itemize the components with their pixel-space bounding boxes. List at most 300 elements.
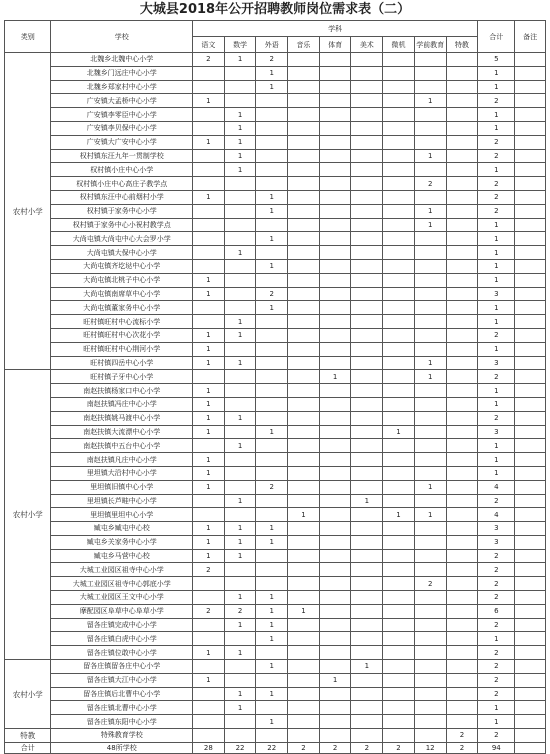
- value-cell: [288, 163, 320, 177]
- value-cell: [446, 356, 478, 370]
- header-subject: 特教: [446, 37, 478, 53]
- total-cell: 2: [478, 135, 515, 149]
- value-cell: 1: [414, 218, 446, 232]
- value-cell: [224, 715, 256, 729]
- value-cell: 1: [193, 549, 225, 563]
- total-cell: 2: [478, 204, 515, 218]
- value-cell: [446, 660, 478, 674]
- table-row: [5, 301, 546, 315]
- total-row: [5, 742, 546, 753]
- value-cell: [319, 535, 351, 549]
- value-cell: [351, 563, 383, 577]
- value-cell: [288, 135, 320, 149]
- value-cell: [414, 259, 446, 273]
- value-cell: [224, 480, 256, 494]
- category-cell: 农村小学: [5, 660, 51, 729]
- remark-cell: [515, 315, 546, 329]
- value-cell: [288, 646, 320, 660]
- value-cell: 1: [193, 190, 225, 204]
- value-cell: [383, 660, 415, 674]
- value-cell: [383, 673, 415, 687]
- school-cell: 南赵扶镇大流漂中心小学: [51, 425, 193, 439]
- value-cell: [351, 411, 383, 425]
- value-cell: [193, 618, 225, 632]
- value-cell: [414, 397, 446, 411]
- value-cell: [351, 549, 383, 563]
- header-category: 类别: [5, 21, 51, 53]
- value-cell: 1: [256, 232, 288, 246]
- value-cell: [351, 466, 383, 480]
- value-cell: 1: [224, 121, 256, 135]
- value-cell: [446, 218, 478, 232]
- remark-cell: [515, 121, 546, 135]
- value-cell: [351, 439, 383, 453]
- value-cell: [446, 135, 478, 149]
- value-cell: [319, 53, 351, 67]
- value-cell: 1: [224, 494, 256, 508]
- value-cell: [319, 411, 351, 425]
- value-cell: [383, 135, 415, 149]
- header-subject-group: 学科: [193, 21, 478, 37]
- value-cell: [288, 397, 320, 411]
- value-cell: [446, 701, 478, 715]
- school-cell: 南赵扶镇杨家口中心小学: [51, 384, 193, 398]
- value-cell: [351, 287, 383, 301]
- value-cell: [224, 577, 256, 591]
- value-cell: 1: [193, 273, 225, 287]
- value-cell: [319, 439, 351, 453]
- school-cell: 大城工业园区祖寺中心郭底小学: [51, 577, 193, 591]
- school-cell: 广安镇李贝保中心小学: [51, 121, 193, 135]
- remark-cell: [515, 287, 546, 301]
- value-cell: [351, 259, 383, 273]
- value-cell: [414, 384, 446, 398]
- remark-cell: [515, 163, 546, 177]
- school-cell: 留各庄镇北曹中心小学: [51, 701, 193, 715]
- value-cell: [351, 232, 383, 246]
- total-cell: 2: [478, 660, 515, 674]
- remark-cell: [515, 397, 546, 411]
- value-cell: [319, 149, 351, 163]
- value-cell: [193, 218, 225, 232]
- value-cell: [256, 135, 288, 149]
- value-cell: [319, 356, 351, 370]
- table-row: [5, 80, 546, 94]
- table-row: [5, 549, 546, 563]
- value-cell: [288, 273, 320, 287]
- value-cell: [414, 246, 446, 260]
- value-cell: 1: [224, 356, 256, 370]
- value-cell: [446, 604, 478, 618]
- value-cell: [351, 453, 383, 467]
- value-cell: [414, 466, 446, 480]
- value-cell: [288, 301, 320, 315]
- school-cell: 权村镇于家务中心小祝村教学点: [51, 218, 193, 232]
- value-cell: [224, 218, 256, 232]
- school-cell: 里坦镇长芦畦中心小学: [51, 494, 193, 508]
- total-cell: 1: [478, 439, 515, 453]
- value-cell: [193, 439, 225, 453]
- value-cell: [351, 80, 383, 94]
- value-cell: [383, 370, 415, 384]
- table-row: [5, 715, 546, 729]
- value-cell: [414, 535, 446, 549]
- value-cell: [383, 618, 415, 632]
- value-cell: [256, 384, 288, 398]
- value-cell: [414, 715, 446, 729]
- recruitment-table: [4, 20, 546, 754]
- remark-cell: [515, 632, 546, 646]
- total-cell: 2: [478, 94, 515, 108]
- table-row: [5, 480, 546, 494]
- table-footer: [5, 742, 546, 753]
- value-cell: [319, 687, 351, 701]
- value-cell: [383, 94, 415, 108]
- table-row: [5, 149, 546, 163]
- remark-cell: [515, 232, 546, 246]
- total-cell: 2: [478, 549, 515, 563]
- value-cell: [256, 397, 288, 411]
- footer-total: 94: [478, 742, 515, 753]
- remark-cell: [515, 439, 546, 453]
- value-cell: 1: [383, 425, 415, 439]
- value-cell: [446, 439, 478, 453]
- value-cell: [446, 494, 478, 508]
- header-remark: 备注: [515, 21, 546, 53]
- value-cell: [193, 687, 225, 701]
- school-cell: 权村镇东汪中心前烟村小学: [51, 190, 193, 204]
- value-cell: [319, 715, 351, 729]
- school-cell: 特殊教育学校: [51, 729, 193, 743]
- value-cell: 1: [224, 522, 256, 536]
- table-row: [5, 342, 546, 356]
- value-cell: [256, 273, 288, 287]
- value-cell: [446, 121, 478, 135]
- table-row: [5, 604, 546, 618]
- header-subject: 外语: [256, 37, 288, 53]
- value-cell: [446, 342, 478, 356]
- footer-value-cell: 2: [351, 742, 383, 753]
- value-cell: [288, 121, 320, 135]
- value-cell: [351, 715, 383, 729]
- value-cell: [288, 729, 320, 743]
- value-cell: 1: [224, 411, 256, 425]
- value-cell: [446, 508, 478, 522]
- value-cell: 1: [193, 94, 225, 108]
- value-cell: [383, 687, 415, 701]
- table-row: [5, 53, 546, 67]
- value-cell: [193, 301, 225, 315]
- value-cell: [383, 522, 415, 536]
- value-cell: [446, 577, 478, 591]
- value-cell: [414, 190, 446, 204]
- value-cell: [414, 439, 446, 453]
- value-cell: [256, 646, 288, 660]
- value-cell: 2: [414, 577, 446, 591]
- remark-cell: [515, 466, 546, 480]
- remark-cell: [515, 425, 546, 439]
- remark-cell: [515, 563, 546, 577]
- school-cell: 臧屯乡臧屯中心校: [51, 522, 193, 536]
- value-cell: 1: [193, 328, 225, 342]
- value-cell: [288, 80, 320, 94]
- value-cell: [288, 453, 320, 467]
- remark-cell: [515, 411, 546, 425]
- value-cell: [351, 577, 383, 591]
- remark-cell: [515, 453, 546, 467]
- table-body: [5, 53, 546, 743]
- value-cell: [288, 632, 320, 646]
- value-cell: 1: [288, 508, 320, 522]
- remark-cell: [515, 729, 546, 743]
- value-cell: [256, 315, 288, 329]
- value-cell: 1: [256, 687, 288, 701]
- value-cell: 1: [224, 439, 256, 453]
- total-cell: 2: [478, 618, 515, 632]
- category-cell: 农村小学: [5, 53, 51, 370]
- value-cell: 1: [256, 301, 288, 315]
- value-cell: [383, 397, 415, 411]
- value-cell: [319, 632, 351, 646]
- school-cell: 广安镇大孟桥中心小学: [51, 94, 193, 108]
- value-cell: [319, 246, 351, 260]
- total-cell: 3: [478, 522, 515, 536]
- value-cell: [383, 535, 415, 549]
- remark-cell: [515, 522, 546, 536]
- value-cell: [256, 177, 288, 191]
- value-cell: [256, 466, 288, 480]
- table-row: [5, 218, 546, 232]
- value-cell: [414, 673, 446, 687]
- table-row: [5, 328, 546, 342]
- school-cell: 旺村镇旺村中心荆河小学: [51, 342, 193, 356]
- value-cell: [288, 549, 320, 563]
- value-cell: [446, 632, 478, 646]
- footer-value-cell: 22: [256, 742, 288, 753]
- remark-cell: [515, 66, 546, 80]
- total-cell: 2: [478, 177, 515, 191]
- remark-cell: [515, 673, 546, 687]
- table-row: [5, 632, 546, 646]
- value-cell: 2: [193, 53, 225, 67]
- value-cell: [288, 53, 320, 67]
- remark-cell: [515, 701, 546, 715]
- value-cell: [193, 108, 225, 122]
- remark-cell: [515, 204, 546, 218]
- value-cell: 1: [414, 149, 446, 163]
- value-cell: [288, 246, 320, 260]
- value-cell: 1: [414, 508, 446, 522]
- value-cell: [446, 618, 478, 632]
- value-cell: [414, 646, 446, 660]
- total-cell: 1: [478, 453, 515, 467]
- value-cell: [351, 342, 383, 356]
- value-cell: [446, 591, 478, 605]
- value-cell: 1: [224, 535, 256, 549]
- value-cell: [383, 604, 415, 618]
- value-cell: [193, 246, 225, 260]
- value-cell: [256, 149, 288, 163]
- value-cell: [256, 577, 288, 591]
- value-cell: 1: [414, 204, 446, 218]
- value-cell: [351, 480, 383, 494]
- total-cell: 2: [478, 370, 515, 384]
- remark-cell: [515, 618, 546, 632]
- table-row: [5, 646, 546, 660]
- value-cell: [446, 384, 478, 398]
- value-cell: [414, 53, 446, 67]
- value-cell: [288, 591, 320, 605]
- value-cell: [319, 494, 351, 508]
- school-cell: 广安镇大广安中心小学: [51, 135, 193, 149]
- value-cell: [288, 425, 320, 439]
- value-cell: [224, 397, 256, 411]
- value-cell: [383, 259, 415, 273]
- value-cell: [446, 411, 478, 425]
- value-cell: [351, 149, 383, 163]
- value-cell: 1: [193, 411, 225, 425]
- value-cell: [414, 425, 446, 439]
- value-cell: [446, 108, 478, 122]
- value-cell: 1: [414, 94, 446, 108]
- total-cell: 1: [478, 273, 515, 287]
- value-cell: [351, 522, 383, 536]
- value-cell: [414, 604, 446, 618]
- value-cell: [414, 522, 446, 536]
- total-cell: 1: [478, 246, 515, 260]
- value-cell: [319, 646, 351, 660]
- value-cell: 1: [414, 370, 446, 384]
- value-cell: [446, 246, 478, 260]
- value-cell: [383, 411, 415, 425]
- value-cell: 1: [193, 673, 225, 687]
- value-cell: [288, 494, 320, 508]
- value-cell: [414, 729, 446, 743]
- value-cell: [288, 411, 320, 425]
- value-cell: [256, 328, 288, 342]
- school-cell: 大尚屯镇大保中心小学: [51, 246, 193, 260]
- remark-cell: [515, 356, 546, 370]
- value-cell: [288, 218, 320, 232]
- total-cell: 2: [478, 687, 515, 701]
- value-cell: [288, 149, 320, 163]
- value-cell: [446, 53, 478, 67]
- value-cell: [446, 315, 478, 329]
- value-cell: [414, 494, 446, 508]
- remark-cell: [515, 535, 546, 549]
- value-cell: [256, 121, 288, 135]
- table-row: [5, 660, 546, 674]
- total-cell: 2: [478, 577, 515, 591]
- table-row: [5, 108, 546, 122]
- value-cell: [414, 591, 446, 605]
- table-row: [5, 425, 546, 439]
- value-cell: [224, 273, 256, 287]
- value-cell: [383, 315, 415, 329]
- value-cell: [319, 135, 351, 149]
- value-cell: 1: [256, 632, 288, 646]
- value-cell: [319, 577, 351, 591]
- value-cell: [414, 273, 446, 287]
- value-cell: [319, 287, 351, 301]
- remark-cell: [515, 591, 546, 605]
- total-cell: 3: [478, 535, 515, 549]
- value-cell: 1: [288, 604, 320, 618]
- value-cell: [351, 177, 383, 191]
- value-cell: [288, 94, 320, 108]
- header-school: 学校: [51, 21, 193, 53]
- value-cell: [383, 190, 415, 204]
- value-cell: [414, 687, 446, 701]
- value-cell: [383, 715, 415, 729]
- value-cell: [319, 218, 351, 232]
- value-cell: [351, 370, 383, 384]
- value-cell: [256, 356, 288, 370]
- value-cell: [193, 163, 225, 177]
- value-cell: [446, 190, 478, 204]
- value-cell: [319, 604, 351, 618]
- value-cell: 1: [224, 53, 256, 67]
- value-cell: [193, 494, 225, 508]
- value-cell: [446, 646, 478, 660]
- value-cell: 1: [256, 604, 288, 618]
- value-cell: [193, 66, 225, 80]
- page-title: 大城县2018年公开招聘教师岗位需求表（二）: [139, 2, 411, 17]
- total-cell: 5: [478, 53, 515, 67]
- school-cell: 权村镇小庄中心小学: [51, 163, 193, 177]
- school-cell: 留各庄镇留各庄中心小学: [51, 660, 193, 674]
- total-cell: 2: [478, 591, 515, 605]
- total-cell: 1: [478, 715, 515, 729]
- value-cell: [224, 384, 256, 398]
- value-cell: [351, 108, 383, 122]
- value-cell: [414, 315, 446, 329]
- value-cell: 1: [193, 356, 225, 370]
- value-cell: 1: [224, 315, 256, 329]
- value-cell: [446, 397, 478, 411]
- total-cell: 2: [478, 149, 515, 163]
- school-cell: 大尚屯镇北桃子中心小学: [51, 273, 193, 287]
- value-cell: [256, 411, 288, 425]
- value-cell: [256, 108, 288, 122]
- school-cell: 里坦镇里坦中心小学: [51, 508, 193, 522]
- total-cell: 4: [478, 480, 515, 494]
- value-cell: [446, 687, 478, 701]
- value-cell: [351, 604, 383, 618]
- value-cell: [193, 121, 225, 135]
- value-cell: 1: [193, 466, 225, 480]
- value-cell: [383, 246, 415, 260]
- value-cell: [414, 618, 446, 632]
- value-cell: [319, 397, 351, 411]
- value-cell: [446, 370, 478, 384]
- value-cell: 1: [224, 149, 256, 163]
- value-cell: [446, 273, 478, 287]
- table-row: [5, 232, 546, 246]
- table-row: [5, 563, 546, 577]
- value-cell: 1: [224, 135, 256, 149]
- total-cell: 1: [478, 259, 515, 273]
- value-cell: [256, 494, 288, 508]
- value-cell: [414, 66, 446, 80]
- value-cell: 1: [256, 190, 288, 204]
- value-cell: [351, 508, 383, 522]
- value-cell: [319, 259, 351, 273]
- value-cell: [383, 108, 415, 122]
- table-row: [5, 687, 546, 701]
- school-cell: 臧屯乡关家务中心小学: [51, 535, 193, 549]
- school-cell: 摩配园区阜草中心阜草小学: [51, 604, 193, 618]
